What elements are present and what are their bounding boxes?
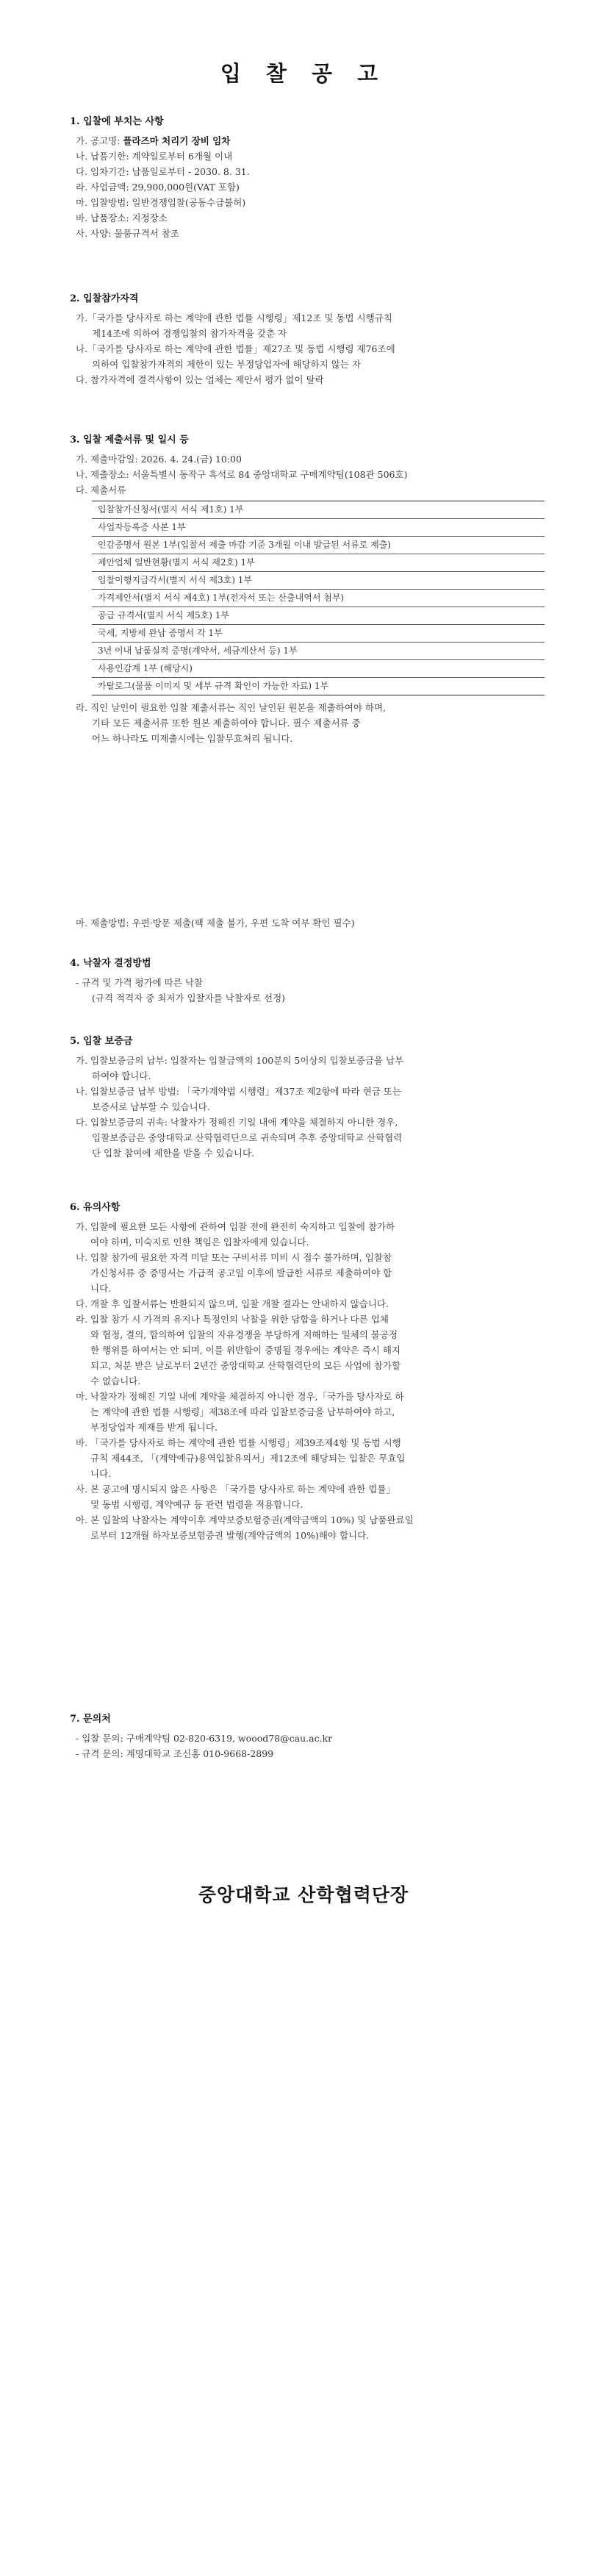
s6-item: [70, 1219, 540, 1250]
s6-item-text: [90, 1312, 540, 1389]
section-4-heading: 4. 낙찰자 결정방법: [70, 958, 151, 969]
s6-item: [70, 1435, 540, 1481]
section-5-heading: 5. 입찰 보증금: [70, 1036, 133, 1047]
s1-item-value: 계약일로부터 6개월 이내: [132, 151, 233, 162]
s6-item: [70, 1296, 540, 1312]
table-row: [92, 537, 545, 554]
section-1-items: [70, 133, 540, 241]
s6-item-marker: 라.: [76, 1314, 88, 1325]
table-row: [92, 678, 545, 695]
section-3: [70, 434, 540, 746]
s1-item: [70, 195, 540, 210]
s1-item: [70, 226, 540, 241]
s1-item-value: 지정장소: [132, 212, 168, 223]
s3-documents-label: 다. 제출서류: [76, 484, 126, 495]
s6-item-line: 로부터 12개월 하자보증보험증권 발행(계약금액의 10%)해야 합니다.: [90, 1530, 370, 1541]
s1-item: [70, 179, 540, 195]
s1-item-label: 라. 사업금액:: [76, 182, 132, 193]
table-row: [92, 660, 545, 678]
s2-item-a-line1: 가.「국가를 당사자로 하는 계약에 관한 법률 시행령」제12조 및 동법 시행규칙: [76, 312, 392, 323]
s1-item-value: 29,900,000원(VAT 포함): [132, 182, 240, 193]
s6-item-line: 입찰 참가 시 가격의 유지나 특정인의 낙찰을 위한 담합을 하거나 다른 업체: [90, 1314, 389, 1325]
s1-item-value: 납품일로부터 - 2030. 8. 31.: [132, 166, 250, 177]
s6-item-line: 수 없습니다.: [90, 1375, 141, 1387]
s6-item-line: 본 입찰의 낙찰자는 계약이후 계약보증보험증권(계약금액의 10%) 및 납품완료일: [90, 1514, 414, 1525]
s1-item-label: 가. 공고명:: [76, 135, 123, 146]
s3-submit-method-block: [70, 915, 540, 931]
document-cell: 국세, 지방세 완납 증명서 각 1부: [92, 625, 545, 643]
table-row: [92, 519, 545, 537]
s6-item-line: 가신청서류 중 증명서는 가급적 공고일 이후에 발급한 서류로 제출하여야 합: [90, 1267, 392, 1278]
s6-item-line: 여야 하며, 미숙지로 인한 책임은 입찰자에게 있습니다.: [90, 1237, 309, 1248]
s6-item-text: [90, 1481, 540, 1512]
s7-bid-contact: - 입찰 문의: 구매계약팀 02-820-6319, woood78@cau.ac.kr: [76, 1733, 333, 1744]
s1-item: [70, 210, 540, 226]
s6-item-line: 입찰 참가에 필요한 자격 미달 또는 구비서류 미비 시 접수 불가하며, 입찰참: [90, 1252, 392, 1263]
s6-item-text: [90, 1250, 540, 1296]
s1-item-label: 다. 임차기간:: [76, 166, 132, 177]
s1-item-value: 일반경쟁입찰(공동수급불허): [132, 197, 246, 208]
s6-item-marker: 나.: [76, 1252, 88, 1263]
section-2: [70, 293, 540, 387]
s1-item-label: 사. 사양:: [76, 228, 115, 239]
table-row: [92, 590, 545, 607]
s6-item-line: 는 계약에 관한 법률 시행령」제38조에 따라 입찰보증금을 납부하여야 하고,: [90, 1406, 395, 1417]
section-2-heading: 2. 입찰참가자격: [70, 293, 139, 304]
table-row: [92, 501, 545, 519]
document-cell: 사용인감계 1부 (해당시): [92, 660, 545, 678]
s3-deadline: 가. 제출마감일: 2026. 4. 24.(금) 10:00: [76, 454, 242, 465]
document-cell: 카탈로그(물품 이미지 및 세부 규격 확인이 가능한 자료) 1부: [92, 678, 545, 695]
s6-item-line: 부정당업자 제재를 받게 됩니다.: [90, 1422, 218, 1433]
s1-item-value: 플라즈마 처리기 장비 임차: [123, 135, 231, 146]
s5-item-c-line3: 단 입찰 참여에 제한을 받을 수 있습니다.: [92, 1148, 255, 1159]
s6-item-marker: 가.: [76, 1221, 88, 1232]
s6-item-line: 되고, 처분 받은 날로부터 2년간 중앙대학교 산학협력단의 모든 사업에 참가할: [90, 1360, 401, 1371]
s1-item-label: 바. 납품장소:: [76, 212, 132, 223]
document-cell: 사업자등록증 사본 1부: [92, 519, 545, 537]
document-cell: 제안업체 일반현황(별지 서식 제2호) 1부: [92, 554, 545, 572]
document-cell: 입찰참가신청서(별지 서식 제1호) 1부: [92, 501, 545, 519]
s3-location: 나. 제출장소: 서울특별시 동작구 흑석로 84 중앙대학교 구매계약팀(108관 506호): [76, 469, 408, 480]
section-1: [70, 115, 540, 241]
table-row: [92, 625, 545, 643]
s6-item-marker: 다.: [76, 1298, 88, 1309]
s6-item-marker: 바.: [76, 1437, 88, 1448]
s6-item: [70, 1250, 540, 1296]
s6-item-line: 「국가를 당사자로 하는 계약에 관한 법률 시행령」제39조제4항 및 동법 시행: [90, 1437, 401, 1448]
s6-item-line: 본 공고에 명시되지 않은 사항은 「국가를 당사자로 하는 계약에 관한 법률」: [90, 1484, 395, 1495]
s6-item-line: 및 동법 시행령, 계약예규 등 관련 법령을 적용합니다.: [90, 1499, 304, 1510]
s2-item-a-line2: 제14조에 의하여 경쟁입찰의 참가자격을 갖춘 자: [92, 328, 287, 339]
section-3-heading: 3. 입찰 제출서류 및 일시 등: [70, 434, 189, 446]
s3-submit-method: 마. 제출방법: 우편·방문 제출(팩 제출 불가, 우편 도착 여부 확인 필수): [76, 917, 355, 929]
document-cell: 인감증명서 원본 1부(입찰서 제출 마감 기준 3개월 이내 발급된 서류로 제출): [92, 537, 545, 554]
s5-item-b-line1: 나. 입찰보증금 납부 방법: 「국가계약법 시행령」제37조 제2항에 따라 현금 또는: [76, 1086, 401, 1097]
s5-item-c-line1: 다. 입찰보증금의 귀속: 낙찰자가 정해진 기일 내에 계약을 체결하지 아니한 경우,: [76, 1117, 398, 1128]
s6-item: [70, 1481, 540, 1512]
s2-item-b-line2: 의하여 입찰참가자격의 제한이 있는 부정당업자에 해당하지 않는 자: [92, 359, 361, 370]
s6-item: [70, 1312, 540, 1389]
s6-item-marker: 마.: [76, 1391, 88, 1402]
s1-item: [70, 133, 540, 149]
s3-note-line2: 기타 모든 제출서류 또한 원본 제출하여야 합니다. 필수 제출서류 중: [92, 718, 361, 729]
s6-item-text: [90, 1296, 540, 1312]
issuer-signature: 중앙대학교 산학협력단장: [198, 1884, 409, 1906]
s3-note-line1: 라. 직인 날인이 필요한 입찰 제출서류는 직인 날인된 원본을 제출하여야 하며,: [76, 702, 387, 713]
s2-item-c: 다. 참가자격에 결격사항이 있는 업체는 제안서 평가 없이 탈락: [76, 374, 324, 385]
s5-item-b-line2: 보증서로 납부할 수 있습니다.: [92, 1101, 210, 1112]
s6-item-line: 개찰 후 입찰서류는 반환되지 않으며, 입찰 개찰 결과는 안내하지 않습니다.: [90, 1298, 389, 1309]
s6-item-text: [90, 1389, 540, 1435]
section-7-heading: 7. 문의처: [70, 1714, 111, 1725]
s1-item-label: 나. 납품기한:: [76, 151, 132, 162]
s6-item-text: [90, 1512, 540, 1543]
table-row: [92, 643, 545, 660]
s6-item-marker: 아.: [76, 1514, 88, 1525]
s6-item-line: 한 행위를 하여서는 안 되며, 이를 위반함이 증명될 경우에는 계약은 즉시 해지: [90, 1345, 401, 1356]
document-cell: 입찰이행지급각서(별지 서식 제3호) 1부: [92, 572, 545, 590]
section-4: [70, 957, 540, 1006]
s6-item-text: [90, 1219, 540, 1250]
table-row: [92, 554, 545, 572]
document-cell: 공급 규격서(별지 서식 제5호) 1부: [92, 607, 545, 625]
section-6-items: [70, 1219, 540, 1543]
section-7: [70, 1713, 540, 1761]
section-6-heading: 6. 유의사항: [70, 1202, 121, 1213]
s5-item-c-line2: 입찰보증금은 중앙대학교 산학협력단으로 귀속되며 추후 중앙대학교 산학협력: [92, 1132, 403, 1143]
s4-line2: (규격 적격자 중 최저가 입찰자를 낙찰자로 선정): [92, 992, 286, 1003]
s7-spec-contact: - 규격 문의: 계명대학교 조신홍 010-9668-2899: [76, 1748, 274, 1759]
document-cell: 가격제안서(별지 서식 제4호) 1부(전자서 또는 산출내역서 첨부): [92, 590, 545, 607]
s4-line1: - 규격 및 가격 평가에 따른 낙찰: [76, 977, 203, 988]
s6-item-line: 낙찰자가 정해진 기일 내에 계약을 체결하지 아니한 경우,「국가를 당사자로 하: [90, 1391, 404, 1402]
s6-item: [70, 1512, 540, 1543]
s1-item: [70, 164, 540, 179]
s6-item-line: 니다.: [90, 1468, 112, 1479]
table-row: [92, 607, 545, 625]
section-5: [70, 1035, 540, 1161]
documents-table: [92, 501, 545, 695]
s6-item-text: [90, 1435, 540, 1481]
s6-item-line: 입찰에 필요한 모든 사항에 관하여 입찰 전에 완전히 숙지하고 입찰에 참가하: [90, 1221, 395, 1232]
s6-item-line: 니다.: [90, 1283, 112, 1294]
section-6: [70, 1201, 540, 1543]
s1-item: [70, 149, 540, 164]
s3-note-line3: 어느 하나라도 미제출시에는 입찰무효처리 됩니다.: [92, 733, 293, 744]
s6-item-line: 와 협정, 결의, 합의하여 입찰의 자유경쟁을 부당하게 저해하는 일체의 불공정: [90, 1329, 398, 1340]
s1-item-label: 마. 입찰방법:: [76, 197, 132, 208]
s1-item-value: 물품규격서 참조: [114, 228, 179, 239]
s5-item-a-line2: 하여야 합니다.: [92, 1070, 151, 1081]
table-row: [92, 572, 545, 590]
s5-item-a-line1: 가. 입찰보증금의 납부: 입찰자는 입찰금액의 100분의 5이상의 입찰보증금을 납부: [76, 1055, 404, 1066]
document-cell: 3년 이내 납품실적 증명(계약서, 세금계산서 등) 1부: [92, 643, 545, 660]
section-1-heading: 1. 입찰에 부치는 사항: [70, 116, 164, 127]
s6-item-marker: 사.: [76, 1484, 88, 1495]
s2-item-b-line1: 나.「국가를 당사자로 하는 계약에 관한 법률」제27조 및 동법 시행령 제76조에: [76, 343, 395, 354]
page-title: 입 찰 공 고: [220, 61, 387, 86]
s6-item: [70, 1389, 540, 1435]
s6-item-line: 규칙 제44조, 「(계약예규)용역입찰유의서」제12조에 해당되는 입찰은 무효입: [90, 1453, 406, 1464]
